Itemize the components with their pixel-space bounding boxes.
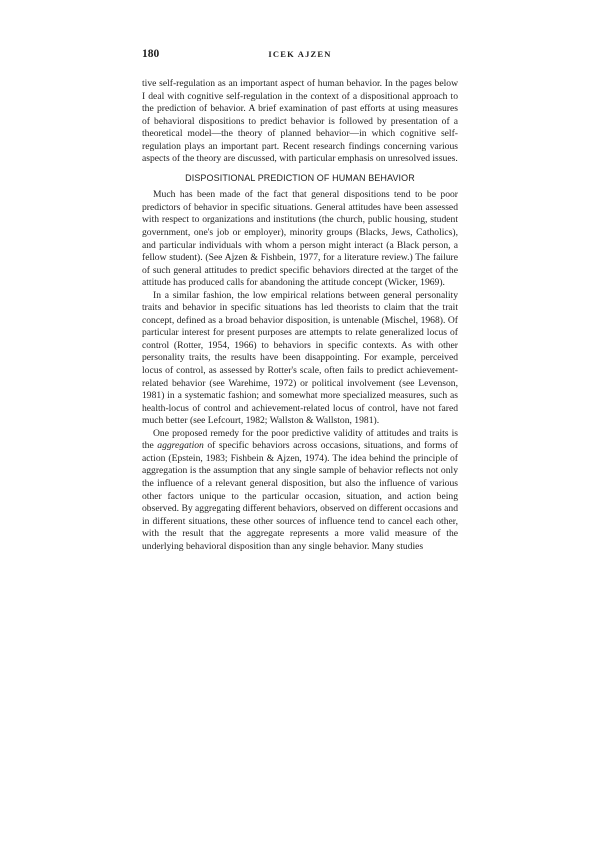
section-heading: DISPOSITIONAL PREDICTION OF HUMAN BEHAVIOR [185, 172, 415, 183]
paragraph-aggregation [142, 428, 458, 553]
intro-paragraph: tive self-regulation as an important aspect of human behavior. In the pages below I deal with cognitive self-regulation in the context of a dispositional approach to the prediction of behavior. A brief examination of past efforts at using measures of behavioral dispositions to predict behavior is followed by presentation of a theoretical model—the theory of planned behavior—in which cognitive self-regulation plays an important part. Recent research findings concerning various aspects of the theory are discussed, with particular emphasis on unresolved issues. [142, 78, 458, 165]
body-text [142, 78, 458, 553]
page-number: 180 [142, 48, 160, 60]
aggregation-text-after: of specific behaviors across occasions, situations, and forms of action (Epstein, 1983; Fishbein & Ajzen, 1974). The idea behind the principle of aggregation is the assumption that any single sample of behavior reflects not only the influence of a relevant general disposition, but also the influence of various other factors unique to the particular occasion, situation, and action being observed. By aggregating different behaviors, observed on different occasions and in different situations, these other sources of influence tend to cancel each other, with the result that the aggregate represents a more valid measure of the underlying behavioral disposition than any single behavior. Many studies [142, 440, 458, 552]
running-head-author: ICEK AJZEN [268, 49, 332, 59]
aggregation-emphasis: aggregation [157, 440, 204, 452]
aggregation-text-before: One proposed remedy for the poor predictive validity of attitudes and traits is the [142, 427, 458, 452]
paragraph-personality-traits: In a similar fashion, the low empirical relations between general personality traits and behavior in specific situations has led theorists to claim that the trait concept, defined as a broad behavior disposition, is untenable (Mischel, 1968). Of particular interest for present purposes are attempts to relate generalized locus of control (Rotter, 1954, 1966) to behaviors in specific contexts. As with other personality traits, the results have been disappointing. For example, perceived locus of control, as assessed by Rotter's scale, often fails to predict achievement-related behavior (see Warehime, 1972) or political involvement (see Levenson, 1981) in a systematic fashion; and somewhat more specialized measures, such as health-locus of control and achievement-related locus of control, have not fared much better (see Lefcourt, 1982; Wallston & Wallston, 1981). [142, 289, 458, 427]
paragraph-general-dispositions: Much has been made of the fact that general dispositions tend to be poor predictors of behavior in specific situations. General attitudes have been assessed with respect to organizations and institutions (the church, public housing, student government, one's job or employer), minority groups (Blacks, Jews, Catholics), and particular individuals with whom a person might interact (a Black person, a fellow student). (See Ajzen & Fishbein, 1977, for a literature review.) The failure of such general attitudes to predict specific behaviors directed at the target of the attitude has produced calls for abandoning the attitude concept (Wicker, 1969). [142, 189, 458, 289]
page-header [142, 48, 458, 64]
